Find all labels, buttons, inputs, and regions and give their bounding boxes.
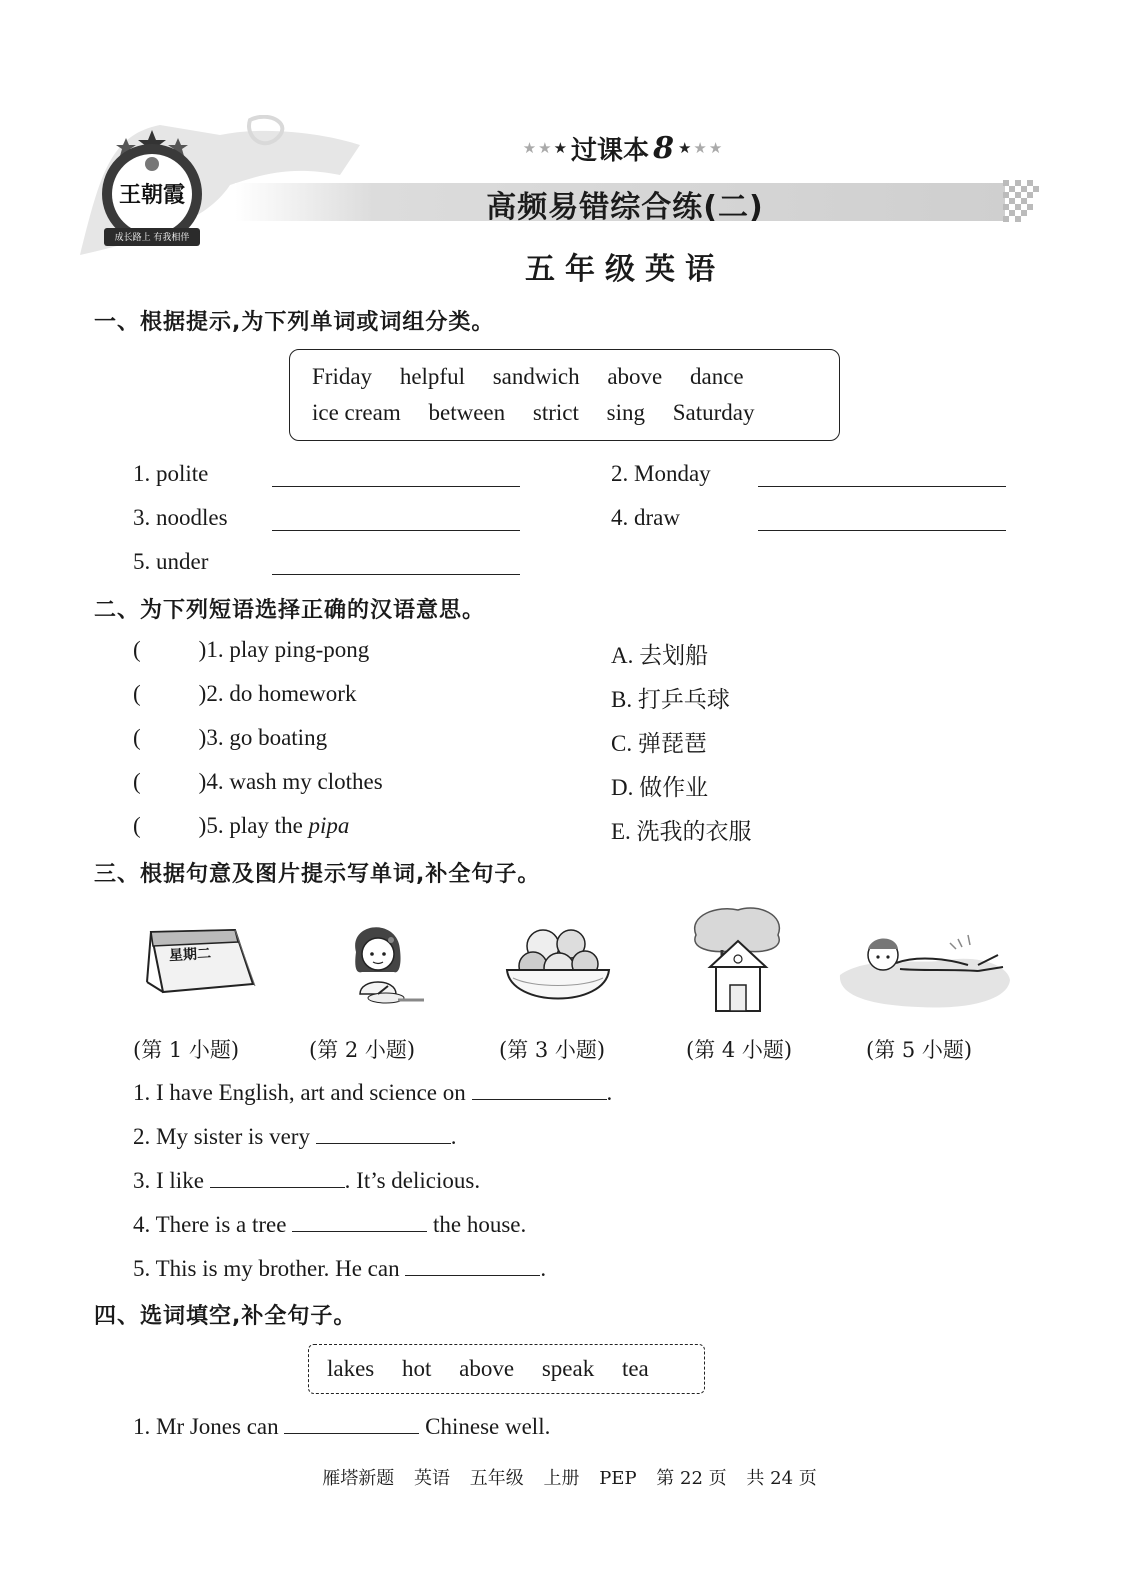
fill-sentence bbox=[133, 1211, 526, 1238]
match-row bbox=[133, 637, 369, 663]
footer-part: PEP bbox=[599, 1468, 637, 1489]
word: sing bbox=[606, 400, 645, 425]
exam-title: 高频易错综合练(二) bbox=[486, 190, 764, 225]
brand-logo bbox=[96, 128, 208, 253]
fill-sentence bbox=[133, 1167, 480, 1194]
word: Saturday bbox=[672, 400, 755, 425]
word: Friday bbox=[312, 364, 373, 389]
phrase: )4. wash my clothes bbox=[198, 769, 383, 794]
word-box-row-1 bbox=[312, 364, 744, 390]
option: D. 做作业 bbox=[611, 775, 709, 800]
option: C. 弹琵琶 bbox=[611, 731, 707, 756]
answer-paren[interactable]: ( bbox=[133, 637, 141, 662]
picture-caption: (第 5 小题) bbox=[866, 1038, 973, 1062]
answer-blank[interactable] bbox=[292, 1211, 427, 1232]
phrase: )1. play ping-pong bbox=[198, 637, 370, 662]
footer-page: 第 22 页 bbox=[656, 1468, 727, 1489]
picture-caption: (第 1 小题) bbox=[133, 1038, 240, 1062]
answer-blank[interactable] bbox=[758, 486, 1006, 487]
question-label: 1. polite bbox=[133, 461, 209, 486]
word-box bbox=[289, 349, 840, 441]
footer-part: 上册 bbox=[543, 1468, 580, 1489]
word: between bbox=[428, 400, 506, 425]
section3-heading: 三、根据句意及图片提示写单词,补全句子。 bbox=[94, 862, 541, 887]
picture-caption: (第 4 小题) bbox=[686, 1038, 793, 1062]
word: helpful bbox=[399, 364, 465, 389]
footer-part: 五年级 bbox=[469, 1468, 524, 1489]
match-row bbox=[133, 681, 356, 707]
series-number: 8 bbox=[653, 130, 674, 166]
word-box-row-2 bbox=[312, 400, 754, 426]
star-icon: ★ bbox=[693, 139, 707, 157]
sentence-text: 1. I have English, art and science on bbox=[133, 1080, 466, 1105]
word: above bbox=[607, 364, 663, 389]
checker-pattern bbox=[1003, 180, 1039, 224]
fill-sentence bbox=[133, 1079, 612, 1106]
footer-part: 英语 bbox=[413, 1468, 450, 1489]
sentence-text: the house. bbox=[432, 1212, 527, 1237]
star-icon: ★ bbox=[677, 139, 692, 157]
logo-text: 王朝霞 bbox=[118, 182, 185, 208]
answer-blank[interactable] bbox=[284, 1413, 419, 1434]
phrase: )3. go boating bbox=[198, 725, 328, 750]
answer-blank[interactable] bbox=[758, 530, 1006, 531]
sentence-text: 5. This is my brother. He can bbox=[133, 1256, 400, 1281]
phrase-italic: pipa bbox=[308, 813, 350, 838]
match-row bbox=[133, 813, 349, 839]
word-bank bbox=[308, 1344, 705, 1394]
option: A. 去划船 bbox=[611, 643, 709, 668]
word: ice cream bbox=[312, 400, 401, 425]
footer-part: 雁塔新题 bbox=[322, 1468, 395, 1489]
answer-blank[interactable] bbox=[472, 1079, 607, 1100]
calendar-picture bbox=[143, 922, 258, 997]
word: sandwich bbox=[492, 364, 580, 389]
page-subtitle: 五年级英语 bbox=[525, 252, 725, 287]
question-label: 4. draw bbox=[611, 505, 680, 530]
answer-blank[interactable] bbox=[272, 574, 520, 575]
series-title bbox=[500, 130, 745, 166]
star-icon: ★ bbox=[538, 139, 552, 157]
word: speak bbox=[541, 1356, 595, 1381]
fill-sentence bbox=[133, 1255, 546, 1282]
answer-paren[interactable]: ( bbox=[133, 813, 141, 838]
sentence-text: Chinese well. bbox=[425, 1414, 551, 1439]
phrase: )2. do homework bbox=[198, 681, 357, 706]
answer-blank[interactable] bbox=[405, 1255, 540, 1276]
picture-caption: (第 3 小题) bbox=[499, 1038, 606, 1062]
option: E. 洗我的衣服 bbox=[611, 819, 752, 844]
girl-writing-picture bbox=[328, 912, 428, 1010]
word: strict bbox=[532, 400, 579, 425]
picture-caption: (第 2 小题) bbox=[309, 1038, 416, 1062]
series-label: 过课本 bbox=[571, 135, 650, 166]
fruit-bowl-picture bbox=[503, 918, 613, 1010]
sentence-text: 3. I like bbox=[133, 1168, 204, 1193]
footer-total: 共 24 页 bbox=[746, 1468, 817, 1489]
word: tea bbox=[621, 1356, 649, 1381]
answer-blank[interactable] bbox=[272, 530, 520, 531]
page-footer bbox=[0, 1464, 1139, 1490]
house-tree-picture bbox=[688, 905, 788, 1015]
sentence-text: . bbox=[606, 1080, 613, 1105]
boy-swimming-picture bbox=[838, 925, 1013, 1013]
fill-sentence bbox=[133, 1413, 550, 1440]
logo-motto: 成长路上 有我相伴 bbox=[114, 233, 190, 243]
answer-blank[interactable] bbox=[210, 1167, 345, 1188]
question-label: 2. Monday bbox=[611, 461, 711, 486]
word: dance bbox=[690, 364, 744, 389]
answer-blank[interactable] bbox=[272, 486, 520, 487]
word: hot bbox=[402, 1356, 432, 1381]
answer-paren[interactable]: ( bbox=[133, 681, 141, 706]
fill-sentence bbox=[133, 1123, 456, 1150]
star-icon: ★ bbox=[522, 139, 537, 157]
word: above bbox=[459, 1356, 515, 1381]
calendar-label: 星期二 bbox=[168, 945, 212, 965]
sentence-text: . bbox=[540, 1256, 547, 1281]
sentence-text: 1. Mr Jones can bbox=[133, 1414, 279, 1439]
question-label: 3. noodles bbox=[133, 505, 228, 530]
sentence-text: . bbox=[450, 1124, 457, 1149]
answer-blank[interactable] bbox=[316, 1123, 451, 1144]
phrase: )5. play the bbox=[198, 813, 309, 838]
word: lakes bbox=[327, 1356, 375, 1381]
question-label: 5. under bbox=[133, 549, 209, 574]
star-icon: ★ bbox=[553, 139, 568, 157]
option: B. 打乒乓球 bbox=[611, 687, 730, 712]
section4-heading: 四、选词填空,补全句子。 bbox=[94, 1304, 357, 1329]
star-icon: ★ bbox=[708, 139, 723, 157]
sentence-text: 2. My sister is very bbox=[133, 1124, 310, 1149]
section2-heading: 二、为下列短语选择正确的汉语意思。 bbox=[94, 598, 486, 623]
match-row bbox=[133, 725, 327, 751]
match-row bbox=[133, 769, 383, 795]
answer-paren[interactable]: ( bbox=[133, 769, 141, 794]
sentence-text: 4. There is a tree bbox=[133, 1212, 287, 1237]
section1-heading: 一、根据提示,为下列单词或词组分类。 bbox=[94, 310, 495, 335]
sentence-text: . It’s delicious. bbox=[344, 1168, 481, 1193]
header bbox=[0, 0, 1139, 290]
word-bank-row bbox=[327, 1356, 649, 1382]
answer-paren[interactable]: ( bbox=[133, 725, 141, 750]
